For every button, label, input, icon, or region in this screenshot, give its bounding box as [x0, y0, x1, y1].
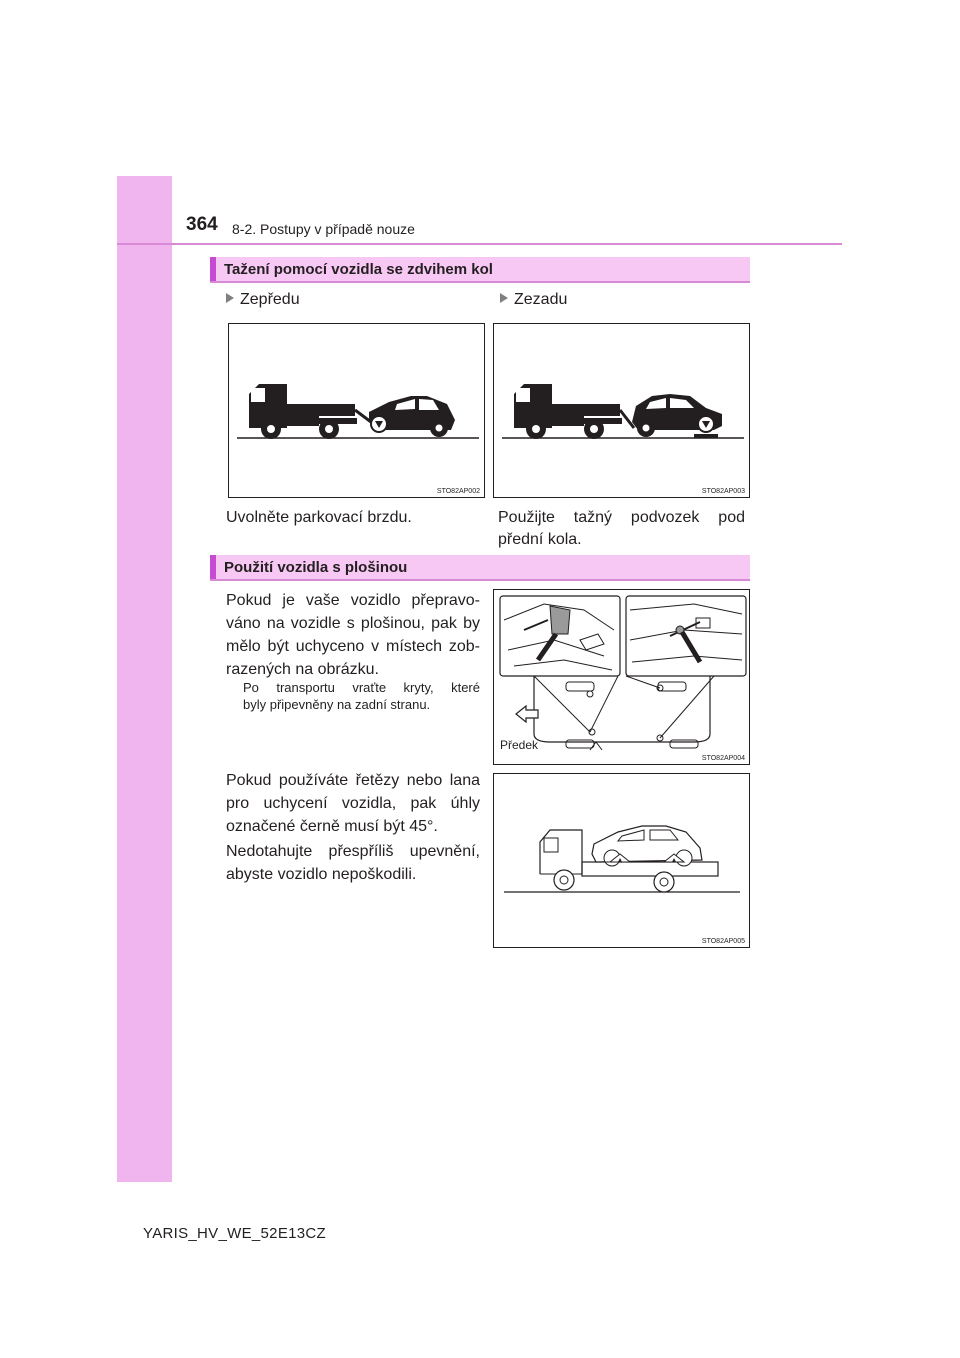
text-line: označené černě musí být 45°. — [226, 818, 438, 835]
text-line: byly připevněny na zadní stranu. — [243, 697, 431, 712]
chapter-title: 8-2. Postupy v případě nouze — [232, 221, 415, 237]
section-heading-wheel-lift — [210, 257, 750, 283]
triangle-bullet-icon — [226, 293, 234, 303]
section-heading-flatbed — [210, 555, 750, 581]
section-title: Použití vozidla s plošinou — [224, 559, 408, 576]
caption-front: Uvolněte parkovací brzdu. — [226, 509, 412, 526]
paragraph-chains — [226, 769, 480, 838]
document-id: YARIS_HV_WE_52E13CZ — [143, 1225, 326, 1242]
figure-flatbed — [493, 773, 750, 948]
figure-rear-tow — [493, 323, 750, 498]
figure-front-tow — [228, 323, 485, 498]
flatbed-truck-illustration — [494, 774, 750, 948]
paragraph-tie-down — [226, 589, 480, 681]
note-covers — [243, 679, 480, 713]
text-line: váno na vozidle s plošinou, pak by — [226, 615, 480, 632]
text-line: mělo být uchyceno v místech zob- — [226, 638, 480, 655]
triangle-bullet-icon — [500, 293, 508, 303]
bullet-rear — [500, 291, 567, 309]
text-line: abyste vozidlo nepoškodili. — [226, 866, 417, 883]
tow-truck-rear-illustration — [494, 324, 750, 498]
text-line: Pokud je vaše vozidlo přepravo- — [226, 592, 480, 609]
figure-code: STO82AP002 — [436, 488, 480, 495]
heading-accent — [210, 257, 216, 281]
bullet-label: Zepředu — [240, 291, 300, 308]
bullet-label: Zezadu — [514, 291, 568, 308]
section-title: Tažení pomocí vozidla se zdvihem kol — [224, 261, 493, 278]
paragraph-no-overtighten — [226, 840, 480, 886]
text-line: razených na obrázku. — [226, 661, 379, 678]
label-front: Předek — [500, 738, 539, 752]
side-strip — [117, 176, 172, 1182]
page-number: 364 — [186, 214, 218, 235]
text-line: Po transportu vraťte kryty, které — [243, 680, 480, 695]
text-line: Pokud používáte řetězy nebo lana — [226, 772, 480, 789]
tow-truck-front-illustration — [229, 324, 485, 498]
text-line: pro uchycení vozidla, pak úhly — [226, 795, 480, 812]
figure-code: STO82AP003 — [701, 488, 745, 495]
figure-code: STO82AP005 — [701, 938, 745, 945]
caption-rear-line2: přední kola. — [498, 531, 582, 548]
caption-rear-line1: Použijte tažný podvozek pod — [498, 509, 745, 526]
header-rule — [117, 243, 842, 245]
text-line: Nedotahujte přespříliš upevnění, — [226, 843, 480, 860]
heading-accent — [210, 555, 216, 579]
bullet-front — [226, 291, 300, 309]
figure-code: STO82AP004 — [701, 755, 745, 762]
